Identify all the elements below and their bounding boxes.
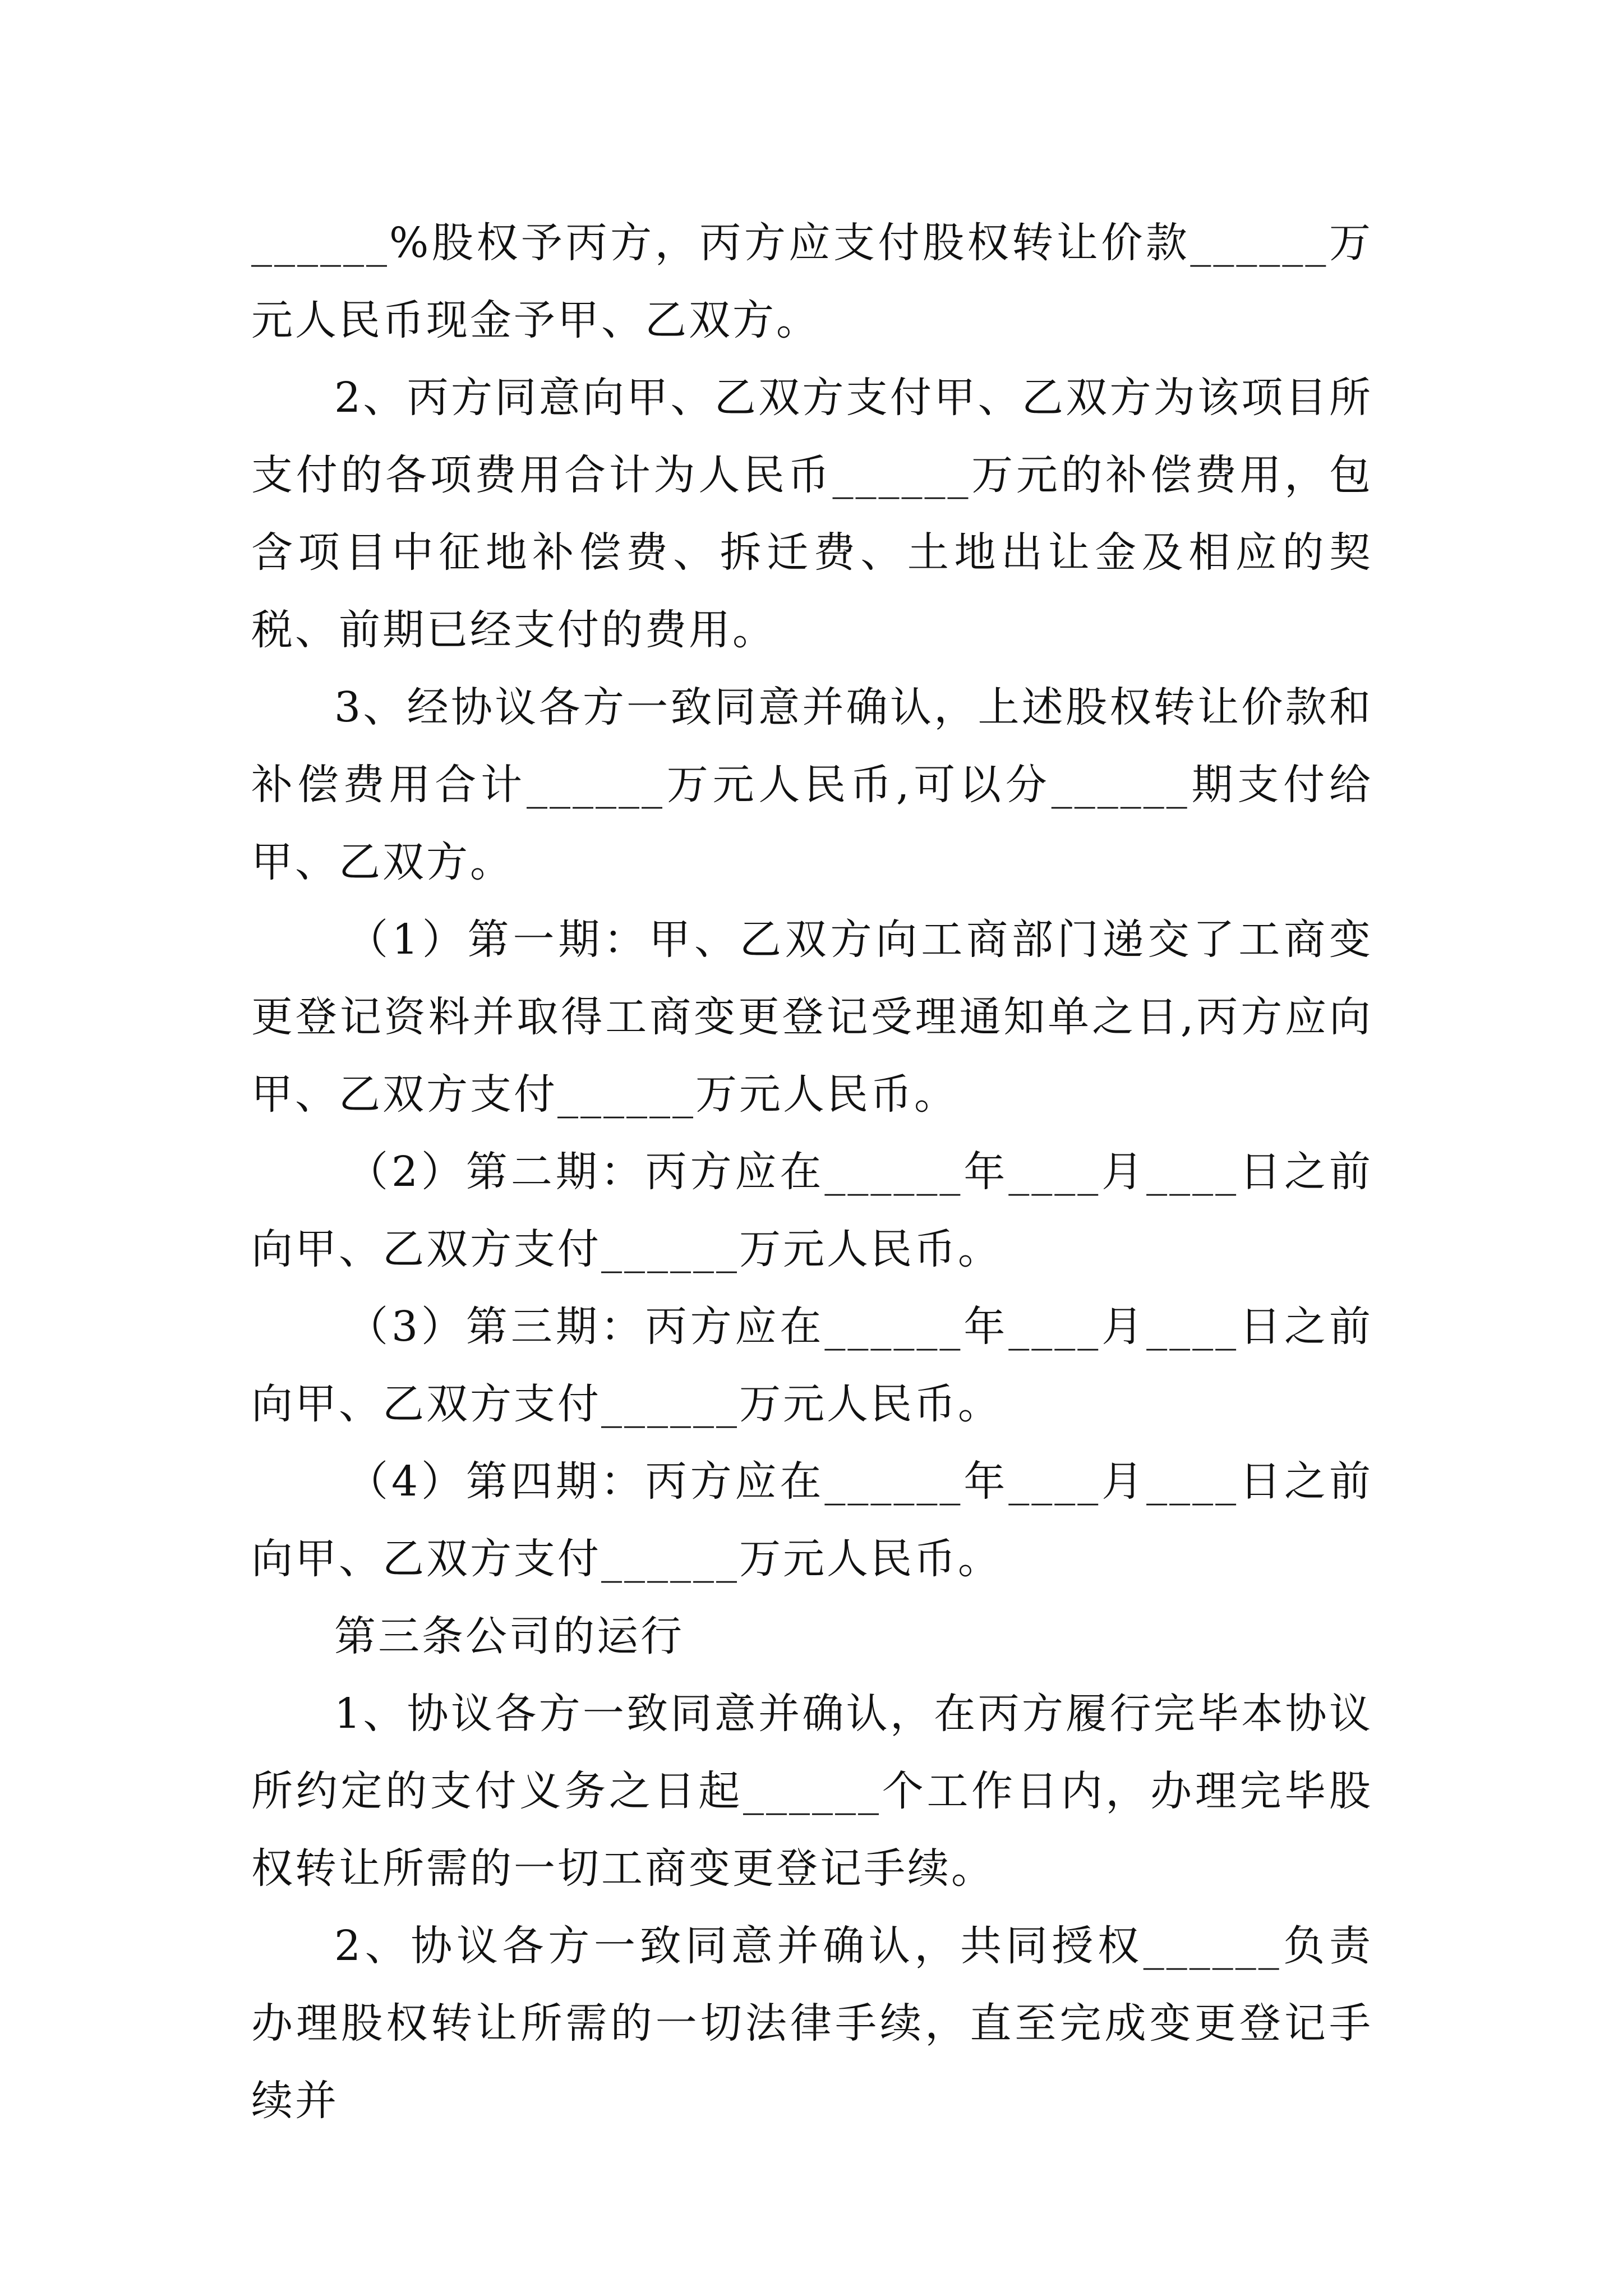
paragraph-clause-2-compensation: 2、丙方同意向甲、乙双方支付甲、乙双方为该项目所支付的各项费用合计为人民币______万元的补偿费用，包含项目中征地补偿费、拆迁费、土地出让金及相应的契税、前期已经支付的费用。 — [251, 374, 1373, 654]
article-3-heading: 第三条公司的运行 — [334, 1612, 684, 1660]
paragraph-installment-2: （2）第二期：丙方应在______年____月____日之前向甲、乙双方支付______万元人民币。 — [251, 1148, 1373, 1273]
paragraph-installment-4: （4）第四期：丙方应在______年____月____日之前向甲、乙双方支付______万元人民币。 — [251, 1457, 1373, 1583]
paragraph-article-3-clause-2: 2、协议各方一致同意并确认，共同授权______负责办理股权转让所需的一切法律手续，直至完成变更登记手续并 — [251, 1922, 1373, 2125]
paragraph-installment-1: （1）第一期：甲、乙双方向工商部门递交了工商变更登记资料并取得工商变更登记受理通知单之日,丙方应向甲、乙双方支付______万元人民币。 — [251, 915, 1373, 1119]
document-page — [251, 204, 1373, 2139]
paragraph-equity-transfer-price: ______%股权予丙方，丙方应支付股权转让价款______万元人民币现金予甲、乙双方。 — [251, 219, 1373, 344]
paragraph-clause-3-payment-terms: 3、经协议各方一致同意并确认，上述股权转让价款和补偿费用合计______万元人民币,可以分______期支付给甲、乙双方。 — [251, 683, 1373, 886]
paragraph-installment-3: （3）第三期：丙方应在______年____月____日之前向甲、乙双方支付______万元人民币。 — [251, 1303, 1373, 1428]
paragraph-article-3-clause-1: 1、协议各方一致同意并确认，在丙方履行完毕本协议所约定的支付义务之日起______个工作日内，办理完毕股权转让所需的一切工商变更登记手续。 — [251, 1690, 1373, 1893]
